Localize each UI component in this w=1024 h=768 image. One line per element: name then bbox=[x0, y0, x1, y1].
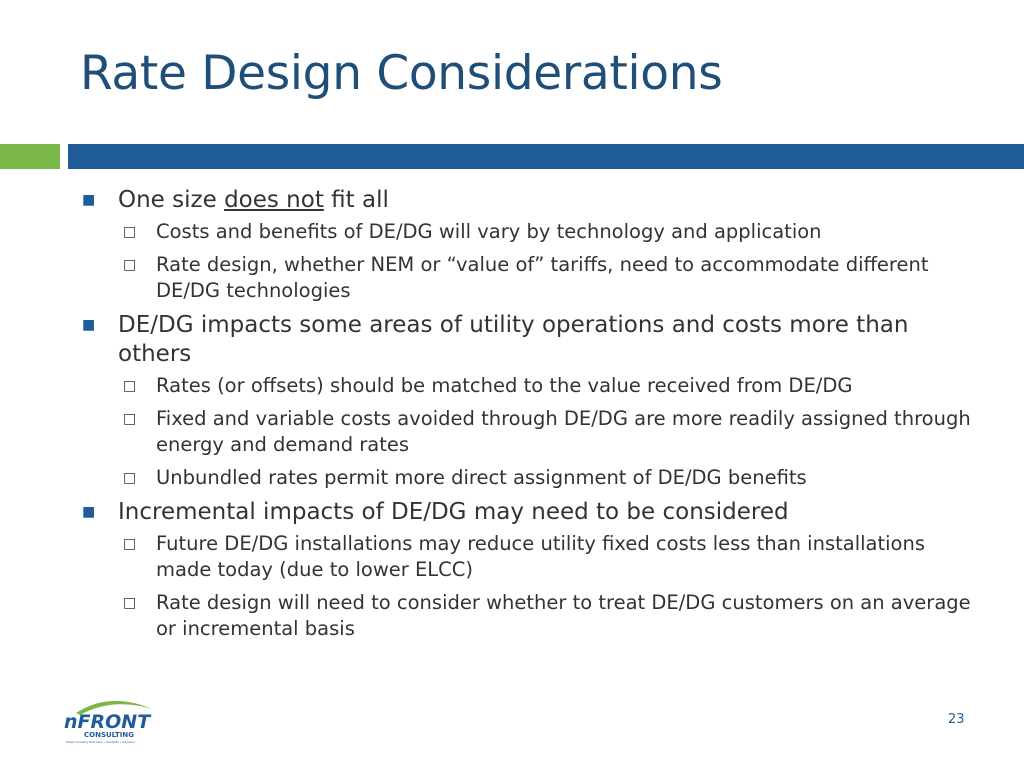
logo-name: nFRONT bbox=[64, 711, 151, 733]
accent-bar-green bbox=[0, 144, 60, 169]
hollow-square-bullet-icon: □ bbox=[123, 411, 137, 427]
bullet-list bbox=[80, 180, 980, 649]
sub-bullet-item bbox=[80, 252, 980, 304]
bullet-text: Incremental impacts of DE/DG may need to be considered bbox=[118, 499, 789, 525]
sub-bullet-item bbox=[80, 531, 980, 583]
sub-bullet-text: Fixed and variable costs avoided through DE/DG are more readily assigned through energy and demand rates bbox=[156, 407, 971, 456]
hollow-square-bullet-icon: □ bbox=[123, 224, 137, 240]
sub-bullet-text: Rates (or offsets) should be matched to the value received from DE/DG bbox=[156, 374, 853, 397]
sub-bullet-text: Rate design, whether NEM or “value of” tariffs, need to accommodate different DE/DG technologies bbox=[156, 253, 929, 302]
hollow-square-bullet-icon: □ bbox=[123, 595, 137, 611]
sub-bullet-item bbox=[80, 465, 980, 491]
bullet-text-part: One size bbox=[118, 187, 225, 213]
bullet-text: DE/DG impacts some areas of utility operations and costs more than others bbox=[118, 312, 909, 367]
logo-subtitle: CONSULTING bbox=[84, 731, 134, 739]
sub-bullet-text: Unbundled rates permit more direct assignment of DE/DG benefits bbox=[156, 466, 807, 489]
nfront-logo bbox=[62, 695, 158, 745]
bullet-text-part: fit all bbox=[323, 187, 389, 213]
hollow-square-bullet-icon: □ bbox=[123, 378, 137, 394]
square-bullet-icon: ■ bbox=[82, 192, 96, 208]
slide-title: Rate Design Considerations bbox=[80, 46, 723, 101]
square-bullet-icon: ■ bbox=[82, 504, 96, 520]
bullet-text-underlined: does not bbox=[224, 187, 324, 213]
accent-bar-blue bbox=[68, 144, 1024, 169]
bullet-item bbox=[80, 186, 980, 215]
page-number: 23 bbox=[948, 712, 965, 727]
hollow-square-bullet-icon: □ bbox=[123, 470, 137, 486]
sub-bullet-item bbox=[80, 373, 980, 399]
sub-bullet-item bbox=[80, 590, 980, 642]
sub-bullet-text: Future DE/DG installations may reduce utility fixed costs less than installations made today (due to lower ELCC) bbox=[156, 532, 926, 581]
sub-bullet-item bbox=[80, 406, 980, 458]
logo-tagline: Power Industry Planners • Analysts • Advisors bbox=[66, 740, 136, 744]
bullet-item bbox=[80, 498, 980, 527]
hollow-square-bullet-icon: □ bbox=[123, 257, 137, 273]
bullet-item bbox=[80, 311, 980, 369]
hollow-square-bullet-icon: □ bbox=[123, 536, 137, 552]
sub-bullet-item bbox=[80, 219, 980, 245]
sub-bullet-text: Rate design will need to consider whether to treat DE/DG customers on an average or incremental basis bbox=[156, 591, 971, 640]
square-bullet-icon: ■ bbox=[82, 317, 96, 333]
sub-bullet-text: Costs and benefits of DE/DG will vary by technology and application bbox=[156, 220, 822, 243]
